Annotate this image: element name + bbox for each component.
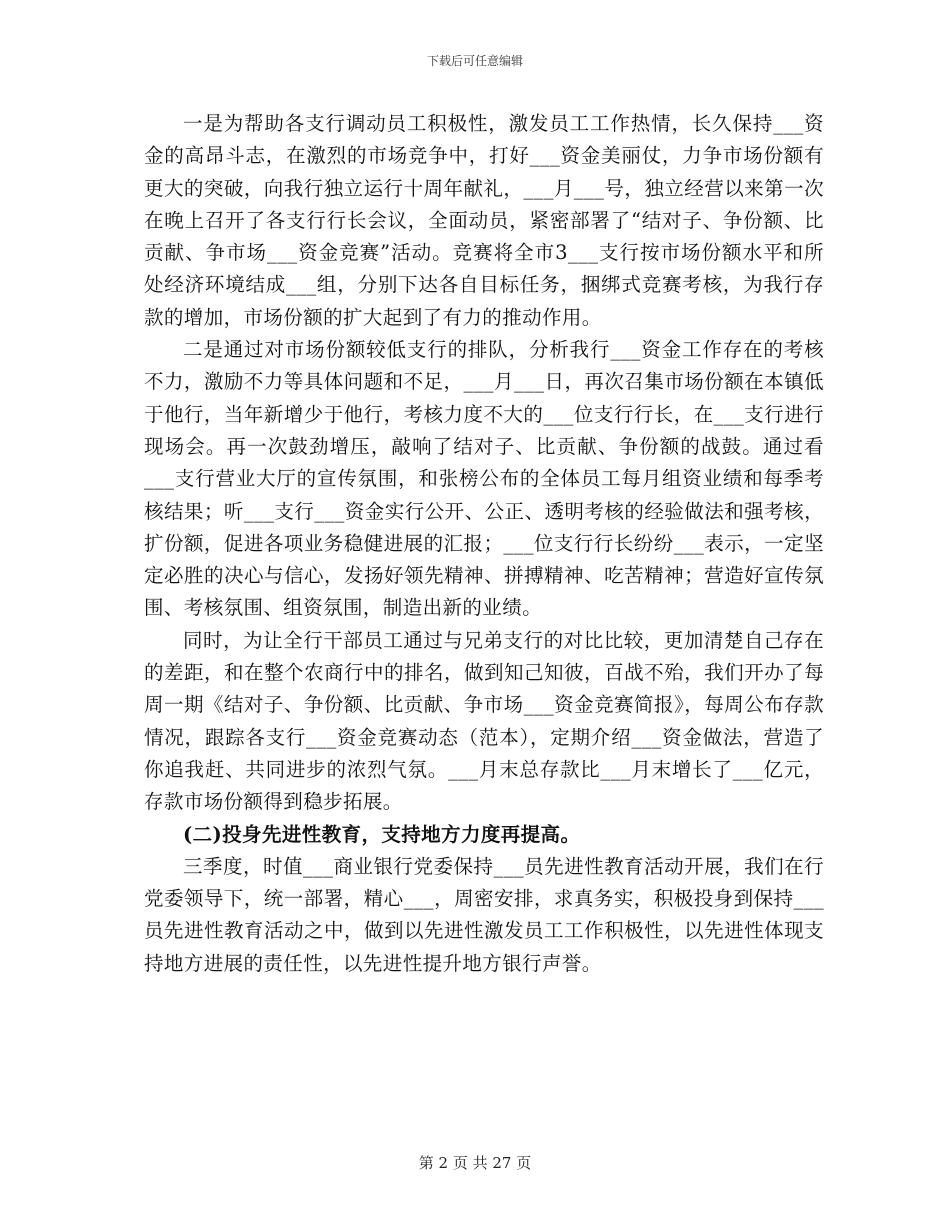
paragraph-4: 三季度，时值___商业银行党委保持___员先进性教育活动开展，我们在行党委领导下，统一部署，精心___，周密安排，求真务实，积极投身到保持___员先进性教育活动之中，做到以先进性激发员工工作积极性，以先进性体现支持地方进展的责任性，以先进性提升地方银行声誉。 [144, 854, 824, 975]
page-header: 下载后可任意编辑 [426, 54, 523, 68]
paragraph-2: 二是通过对市场份额较低支行的排队，分析我行___资金工作存在的考核不力，激励不力等具体问题和不足，___月___日，再次召集市场份额在本镇低于他行，当年新增少于他行，考核力度不大的___位支行行长，在___支行进行现场会。再一次鼓劲增压，敲响了结对子、比贡献、争份额的战鼓。通过看___支行营业大厅的宣传氛围，和张榜公布的全体员工每月组资业绩和每季考核结果；听___支行___资金实行公开、公正、透明考核的经验做法和强考核，扩份额，促进各项业务稳健进展的汇报；___位支行行长纷纷___表示，一定坚定必胜的决心与信心，发扬好领先精神、拼搏精神、吃苦精神；营造好宣传氛围、考核氛围、组资氛围，制造出新的业绩。 [144, 338, 824, 620]
section-heading: (二)投身先进性教育，支持地方力度再提高。 [183, 822, 581, 846]
page-number: 第 2 页 共 27 页 [418, 1154, 532, 1172]
document-body [144, 108, 824, 980]
paragraph-3: 同时，为让全行干部员工通过与兄弟支行的对比比较，更加清楚自己存在的差距，和在整个农商行中的排名，做到知己知彼，百战不殆，我们开办了每周一期《结对子、争份额、比贡献、争市场___资金竞赛简报》，每周公布存款情况，跟踪各支行___资金竞赛动态（范本），定期介绍___资金做法，营造了你追我赶、共同进步的浓烈气氛。___月末总存款比___月末增长了___亿元，存款市场份额得到稳步拓展。 [144, 628, 824, 814]
paragraph-1: 一是为帮助各支行调动员工积极性，激发员工工作热情，长久保持___资金的高昂斗志，在激烈的市场竞争中，打好___资金美丽仗，力争市场份额有更大的突破，向我行独立运行十周年献礼，___月___号，独立经营以来第一次在晚上召开了各支行行长会议，全面动员，紧密部署了“结对子、争份额、比贡献、争市场___资金竞赛”活动。竞赛将全市3___支行按市场份额水平和所处经济环境结成___组，分别下达各自目标任务，捆绑式竞赛考核，为我行存款的增加，市场份额的扩大起到了有力的推动作用。 [144, 112, 824, 329]
